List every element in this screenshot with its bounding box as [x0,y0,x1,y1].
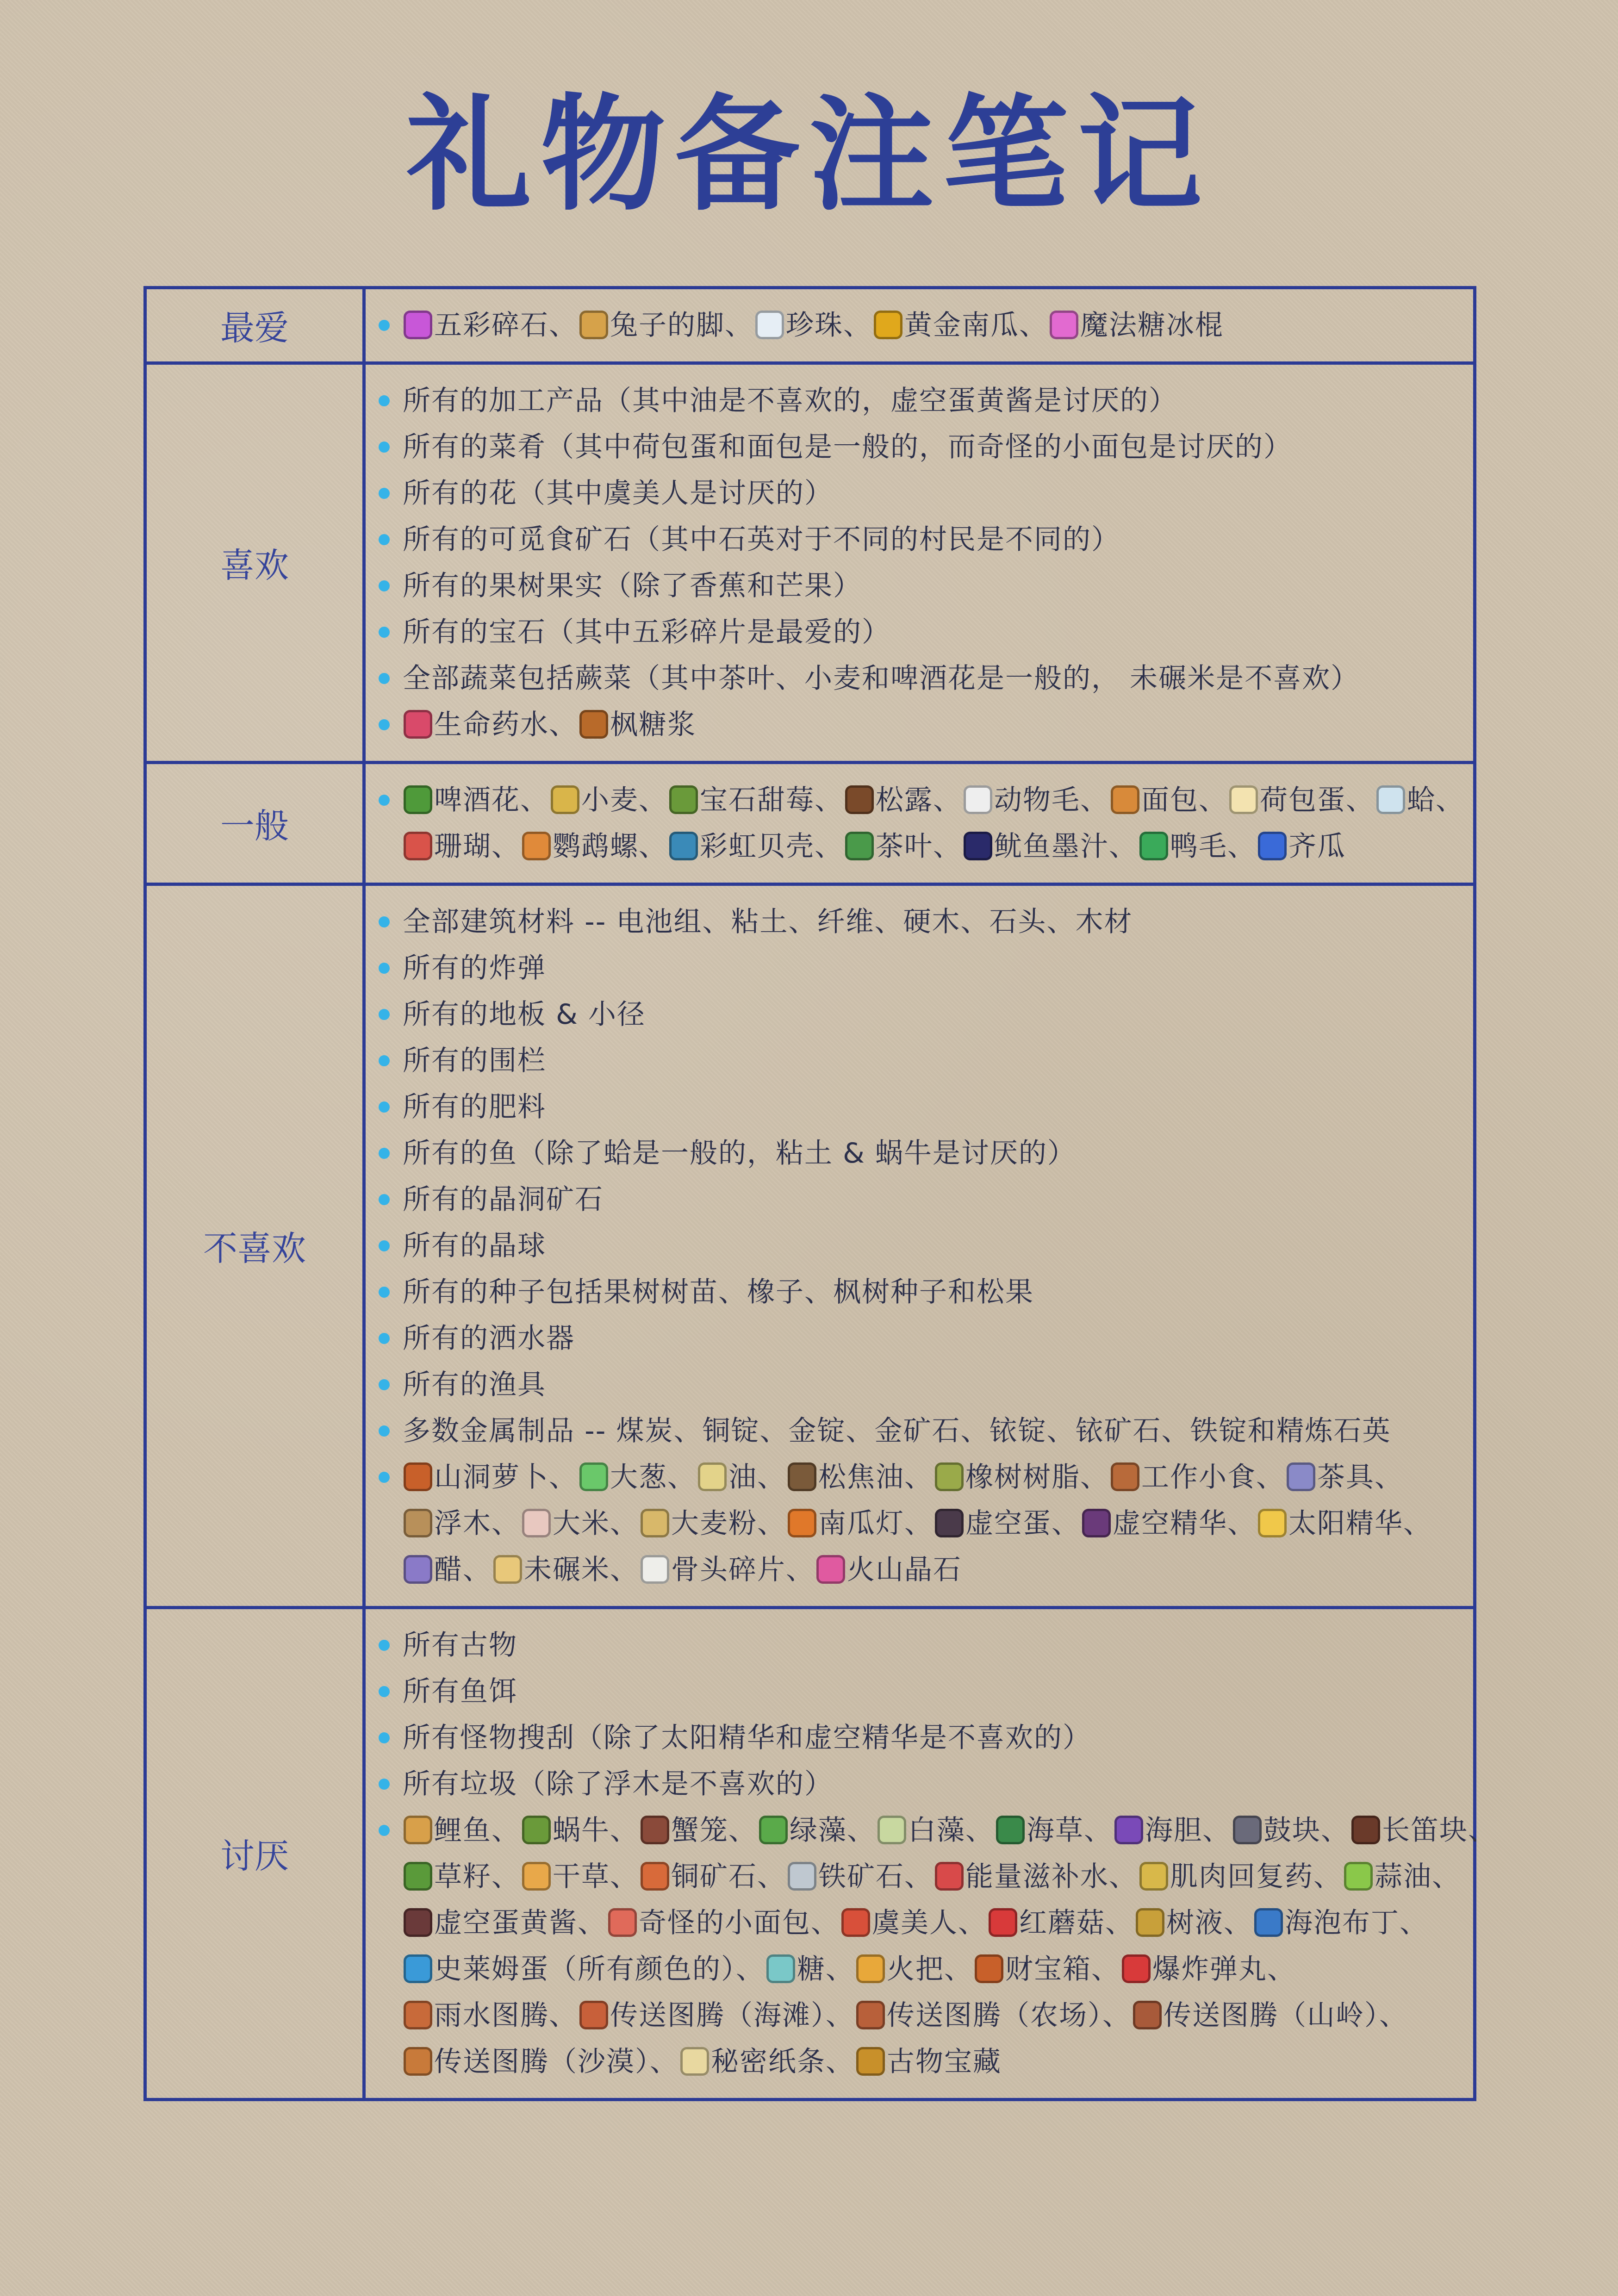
item-name: 啤酒花 [434,784,520,816]
jack-o-lantern-icon [788,1509,816,1537]
list-item: 所有的肥料 [403,1084,1455,1130]
category-items [364,363,1475,763]
fried-egg-icon [1229,785,1258,814]
list-item: 所有的菜肴（其中荷包蛋和面包是一般的，而奇怪的小面包是讨厌的） [403,424,1455,470]
hops-icon [404,785,432,814]
category-row [145,884,1475,1608]
item-name: 糖 [797,1953,826,1985]
maple-syrup-icon [579,710,608,739]
void-essence-icon [1082,1509,1111,1537]
item-name: 大米 [553,1507,610,1540]
list-item: 全部蔬菜包括蕨菜（其中茶叶、小麦和啤酒花是一般的， 未碾米是不喜欢） [403,655,1455,702]
item-name: 动物毛 [994,784,1080,816]
item-name: 财宝箱 [1005,1953,1091,1985]
sugar-icon [766,1954,795,1983]
list-item: 所有的加工产品（其中油是不喜欢的，虚空蛋黄酱是讨厌的） [403,378,1455,424]
torch-icon [856,1954,885,1983]
item-name: 蒜油 [1375,1860,1432,1893]
cherry-bomb-icon [1122,1954,1151,1983]
list-item: 所有古物 [403,1622,1455,1668]
item-name: 醋 [434,1554,463,1586]
category-label: 讨厌 [145,1608,364,2100]
item-name: 传送图腾（海滩） [610,1999,826,2032]
energy-tonic-icon [935,1862,964,1891]
category-row [145,288,1475,363]
list-item: 所有鱼饵 [403,1668,1455,1715]
fiber-icon [404,1862,432,1891]
item-name: 鼓块 [1263,1814,1321,1847]
oil-icon [698,1462,727,1491]
item-name: 未碾米 [524,1554,610,1586]
item-name: 南瓜灯 [818,1507,904,1540]
item-name: 古物宝藏 [887,2046,1002,2078]
item-name: 齐瓜 [1288,830,1346,863]
item-name: 魔法糖冰棍 [1080,309,1224,342]
category-row [145,1608,1475,2100]
drum-block-icon [1233,1816,1262,1844]
wheat-icon [551,785,579,814]
tea-leaves-icon [845,832,874,860]
item-name: 树液 [1166,1907,1224,1939]
warp-totem-desert-icon [404,2047,432,2076]
item-name: 山洞萝卜 [434,1461,549,1493]
list-item: 史莱姆蛋（所有颜色的）、 糖、 火把、 财宝箱、 爆炸弹丸、 [403,1946,1455,1992]
item-name: 蟹笼 [671,1814,728,1847]
void-egg-icon [935,1509,964,1537]
wheat-flour-icon [641,1509,669,1537]
list-item: 生命药水、 枫糖浆 [403,702,1455,748]
pine-tar-icon [788,1462,816,1491]
item-name: 海胆 [1145,1814,1202,1847]
item-name: 枫糖浆 [610,709,696,741]
item-name: 绿藻 [790,1814,847,1847]
life-elixir-icon [404,710,432,739]
warp-totem-farm-icon [856,2001,885,2029]
list-item: 所有的渔具 [403,1362,1455,1408]
clam-icon [1376,785,1405,814]
ancient-fruit-icon [669,785,698,814]
qi-fruit-icon [1258,832,1287,860]
rice-icon [522,1509,551,1537]
iron-ore-icon [788,1862,816,1891]
list-item: 所有的种子包括果树树苗、橡子、枫树种子和松果 [403,1269,1455,1315]
item-name: 传送图腾（沙漠） [434,2046,650,2078]
item-name: 传送图腾（山岭） [1164,1999,1379,2032]
list-item: 传送图腾（沙漠）、 秘密纸条、 古物宝藏 [403,2039,1455,2085]
item-name: 大葱 [610,1461,667,1493]
list-item: 珊瑚、 鹦鹉螺、 彩虹贝壳、 茶叶、 鱿鱼墨汁、 鸭毛、 齐瓜 [403,823,1455,870]
item-name: 传送图腾（农场） [887,1999,1102,2032]
sea-urchin-icon [1114,1816,1143,1844]
item-name: 浮木 [434,1507,492,1540]
item-name: 松露 [876,784,933,816]
list-item: 啤酒花、 小麦、 宝石甜莓、 松露、 动物毛、 面包、 荷包蛋、 蛤、 [403,777,1455,823]
item-name: 彩虹贝壳 [700,830,815,863]
warp-totem-mountains-icon [1133,2001,1162,2029]
item-name: 雨水图腾 [434,1999,549,2032]
list-item: 所有怪物搜刮（除了太阳精华和虚空精华是不喜欢的） [403,1715,1455,1761]
oil-of-garlic-icon [1344,1862,1373,1891]
poppy-icon [841,1908,870,1937]
sap-icon [1136,1908,1164,1937]
list-item: 所有的围栏 [403,1038,1455,1084]
item-name: 鲤鱼 [434,1814,492,1847]
category-items [364,884,1475,1608]
category-items [364,763,1475,884]
item-name: 火把 [887,1953,944,1985]
item-name: 鸭毛 [1170,830,1227,863]
list-item: 所有的果树果实（除了香蕉和芒果） [403,563,1455,609]
item-name: 骨头碎片 [671,1554,786,1586]
hay-icon [522,1862,551,1891]
item-name: 荷包蛋 [1260,784,1346,816]
item-name: 太阳精华 [1288,1507,1403,1540]
item-name: 鹦鹉螺 [553,830,639,863]
gift-table [143,286,1497,2101]
solar-essence-icon [1258,1509,1287,1537]
rainbow-shard-icon [404,311,432,339]
category-label: 不喜欢 [145,884,364,1608]
treasure-chest-icon [975,1954,1003,1983]
list-item: 所有的花（其中虞美人是讨厌的） [403,470,1455,516]
list-item: 所有的晶球 [403,1223,1455,1269]
page-title: 礼物备注笔记 [406,82,1212,228]
snail-icon [522,1816,551,1844]
fire-quartz-icon [816,1555,845,1584]
crab-pot-icon [641,1816,669,1844]
list-item: 虚空蛋黄酱、 奇怪的小面包、 虞美人、 红蘑菇、 树液、 海泡布丁、 [403,1900,1455,1946]
category-row [145,363,1475,763]
item-name: 海草 [1027,1814,1084,1847]
nautilus-shell-icon [522,832,551,860]
item-name: 油 [728,1461,757,1493]
item-name: 茶具 [1317,1461,1375,1493]
item-name: 宝石甜莓 [700,784,815,816]
item-name: 爆炸弹丸 [1152,1953,1267,1985]
list-item: 所有的鱼（除了蛤是一般的，粘土 & 蜗牛是讨厌的） [403,1130,1455,1176]
item-name: 铜矿石 [671,1860,757,1893]
item-name: 松焦油 [818,1461,904,1493]
item-name: 干草 [553,1860,610,1893]
item-name: 红蘑菇 [1019,1907,1105,1939]
item-name: 兔子的脚 [610,309,725,342]
item-name: 肌肉回复药 [1170,1860,1313,1893]
unmilled-rice-icon [493,1555,522,1584]
bone-fragment-icon [641,1555,669,1584]
item-name: 白藻 [908,1814,965,1847]
item-name: 史莱姆蛋（所有颜色的） [434,1953,736,1985]
leek-icon [579,1462,608,1491]
golden-pumpkin-icon [874,311,902,339]
list-item: 所有的地板 & 小径 [403,991,1455,1038]
item-name: 虚空蛋 [965,1507,1052,1540]
flute-block-icon [1351,1816,1380,1844]
white-algae-icon [877,1816,906,1844]
item-name: 鱿鱼墨汁 [994,830,1109,863]
list-item: 多数金属制品 -- 煤炭、铜锭、金锭、金矿石、铱锭、铱矿石、铁锭和精炼石英 [403,1408,1455,1454]
category-row [145,763,1475,884]
category-items [364,1608,1497,2100]
void-mayonnaise-icon [404,1908,432,1937]
item-name: 蜗牛 [553,1814,610,1847]
driftwood-icon [404,1509,432,1537]
list-item: 全部建筑材料 -- 电池组、粘土、纤维、硬木、石头、木材 [403,899,1455,945]
category-items [364,288,1475,363]
item-name: 茶叶 [876,830,933,863]
item-name: 虚空蛋黄酱 [434,1907,578,1939]
item-name: 草籽 [434,1860,492,1893]
item-name: 奇怪的小面包 [639,1907,811,1939]
field-snack-icon [1111,1462,1139,1491]
duck-feather-icon [1139,832,1168,860]
list-item: 所有的炸弹 [403,945,1455,991]
item-name: 五彩碎石 [434,309,549,342]
tea-set-icon [1287,1462,1315,1491]
rain-totem-icon [404,2001,432,2029]
item-name: 珊瑚 [434,830,492,863]
category-label: 一般 [145,763,364,884]
seaweed-icon [996,1816,1025,1844]
list-item: 雨水图腾、 传送图腾（海滩）、 传送图腾（农场）、 传送图腾（山岭）、 [403,1992,1455,2039]
list-item: 所有垃圾（除了浮木是不喜欢的） [403,1761,1455,1807]
copper-ore-icon [641,1862,669,1891]
list-item: 醋、 未碾米、 骨头碎片、 火山晶石 [403,1547,1455,1593]
list-item: 五彩碎石、 兔子的脚、 珍珠、 黄金南瓜、 魔法糖冰棍 [403,302,1455,348]
coral-icon [404,832,432,860]
wool-icon [964,785,992,814]
list-item: 所有的宝石（其中五彩碎片是最爱的） [403,609,1455,655]
category-label: 喜欢 [145,363,364,763]
muscle-remedy-icon [1139,1862,1168,1891]
list-item: 鲤鱼、 蜗牛、 蟹笼、 绿藻、 白藻、 海草、 海胆、 鼓块、 长笛块、 [403,1807,1455,1854]
item-name: 橡树树脂 [965,1461,1080,1493]
magic-rock-candy-icon [1050,311,1078,339]
rainbow-shell-icon [669,832,698,860]
list-item: 所有的可觅食矿石（其中石英对于不同的村民是不同的） [403,516,1455,563]
squid-ink-icon [964,832,992,860]
list-item: 所有的晶洞矿石 [403,1176,1455,1223]
item-name: 铁矿石 [818,1860,904,1893]
item-name: 小麦 [581,784,639,816]
item-name: 蛤 [1407,784,1436,816]
bubble-pudding-icon [1254,1908,1283,1937]
list-item: 草籽、 干草、 铜矿石、 铁矿石、 能量滋补水、 肌肉回复药、 蒜油、 [403,1854,1455,1900]
list-item: 所有的洒水器 [403,1315,1455,1362]
vinegar-icon [404,1555,432,1584]
artifact-trove-icon [856,2047,885,2076]
item-name: 生命药水 [434,709,549,741]
item-name: 海泡布丁 [1285,1907,1400,1939]
item-name: 虚空精华 [1113,1507,1227,1540]
red-mushroom-icon [989,1908,1017,1937]
cave-carrot-icon [404,1462,432,1491]
category-label: 最爱 [145,288,364,363]
strange-bun-icon [608,1908,637,1937]
oak-resin-icon [935,1462,964,1491]
list-item: 浮木、 大米、 大麦粉、 南瓜灯、 虚空蛋、 虚空精华、 太阳精华、 [403,1500,1455,1547]
truffle-icon [845,785,874,814]
item-name: 能量滋补水 [965,1860,1109,1893]
carp-icon [404,1816,432,1844]
item-name: 长笛块 [1382,1814,1468,1847]
item-name: 秘密纸条 [711,2046,826,2078]
item-name: 面包 [1141,784,1199,816]
rabbit-foot-icon [579,311,608,339]
slime-egg-icon [404,1954,432,1983]
secret-note-icon [680,2047,709,2076]
item-name: 虞美人 [872,1907,958,1939]
pearl-icon [755,311,784,339]
item-name: 珍珠 [786,309,843,342]
bread-icon [1111,785,1139,814]
item-name: 大麦粉 [671,1507,757,1540]
warp-totem-beach-icon [579,2001,608,2029]
list-item: 山洞萝卜、 大葱、 油、 松焦油、 橡树树脂、 工作小食、 茶具、 [403,1454,1455,1500]
item-name: 火山晶石 [847,1554,962,1586]
item-name: 工作小食 [1141,1461,1256,1493]
item-name: 黄金南瓜 [904,309,1019,342]
green-algae-icon [759,1816,788,1844]
